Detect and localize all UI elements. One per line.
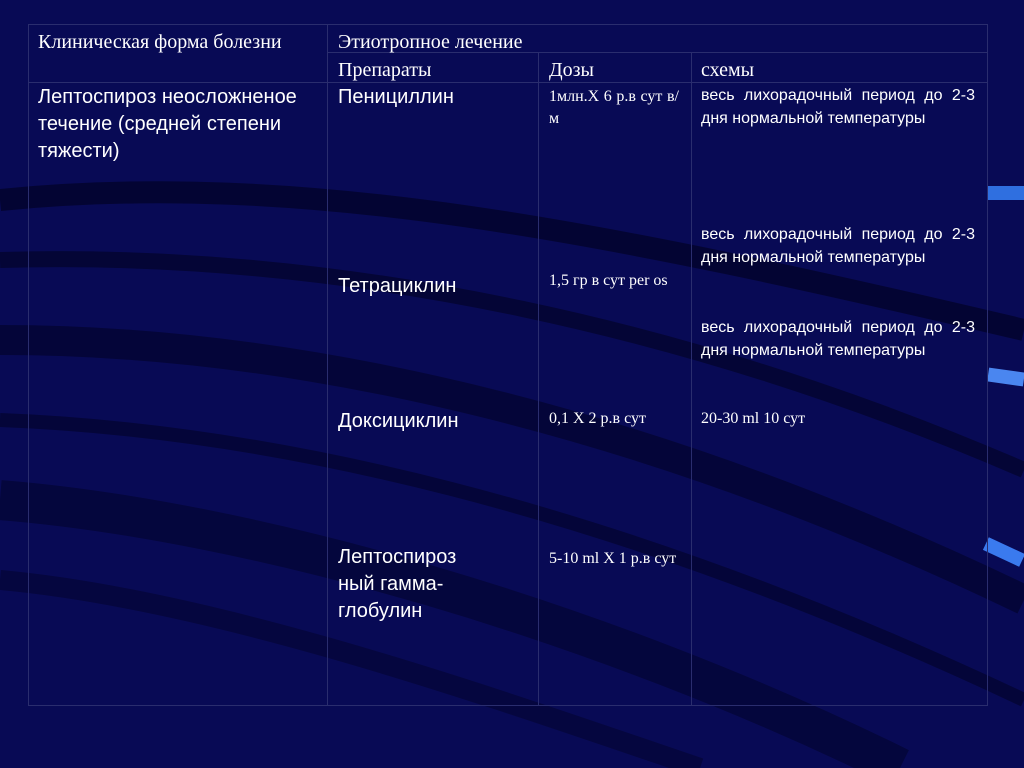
- header-drugs: Препараты: [338, 59, 432, 81]
- header-clinical-form: Клиническая форма болезни: [38, 31, 282, 53]
- drug-globulin: Лептоспироз ный гамма-глобулин: [338, 546, 457, 622]
- scheme-penicillin: весь лихорадочный период до 2-3 дня нормальной температуры: [701, 87, 975, 127]
- table-border: [28, 24, 988, 25]
- header-doses: Дозы: [549, 59, 594, 81]
- scheme-tetracycline: весь лихорадочный период до 2-3 дня нормальной температуры: [701, 226, 975, 266]
- dose-penicillin: 1млн.Х 6 р.в сут в/м: [549, 88, 679, 127]
- table-border: [987, 24, 988, 706]
- scheme-doxycycline: весь лихорадочный период до 2-3 дня нормальной температуры: [701, 319, 975, 359]
- scheme-globulin: 20-30 ml 10 сут: [701, 410, 806, 427]
- table-border: [28, 705, 988, 706]
- header-etiotropic: Этиотропное лечение: [338, 31, 523, 53]
- column-divider: [691, 52, 692, 706]
- dose-globulin: 5-10 ml Х 1 р.в сут: [549, 550, 677, 567]
- column-divider: [538, 52, 539, 706]
- dose-doxycycline: 0,1 Х 2 р.в сут: [549, 410, 646, 427]
- header-schemes: схемы: [701, 59, 755, 81]
- table-border: [28, 24, 29, 706]
- drug-tetracycline: Тетрациклин: [338, 275, 457, 297]
- drug-penicillin: Пенициллин: [338, 86, 454, 108]
- row-divider: [28, 82, 988, 83]
- dose-tetracycline: 1,5 гр в сут per os: [549, 272, 668, 289]
- drug-doxycycline: Доксициклин: [338, 410, 459, 432]
- treatment-table: [28, 24, 988, 706]
- diagnosis-text: Лептоспироз неосложненое течение (средней степени тяжести): [38, 86, 297, 162]
- side-accent-tab: [988, 186, 1024, 200]
- column-divider: [327, 24, 328, 706]
